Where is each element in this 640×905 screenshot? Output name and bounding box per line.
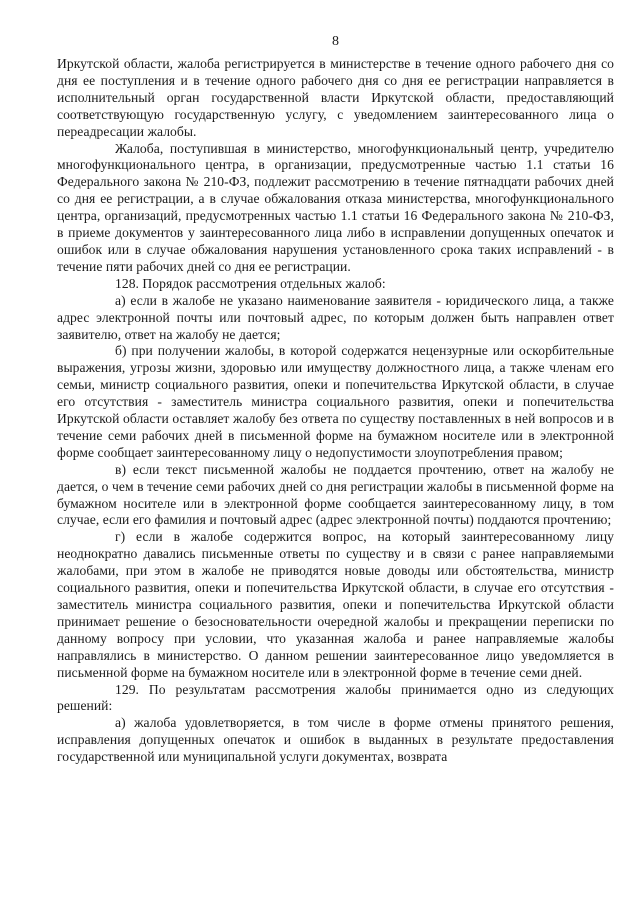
paragraph-128-v: в) если текст письменной жалобы не поддается прочтению, ответ на жалобу не дается, о чем в течение семи рабочих дней со дня регистрации жалобы в письменной форме на бумажном носителе или в электронной форме сообщается заинтересованному лицу, в том случае, если его фамилия и почтовый адрес (адрес электронной почты) поддаются прочтению;: [57, 461, 614, 528]
paragraph-128-heading: 128. Порядок рассмотрения отдельных жалоб:: [115, 275, 386, 291]
paragraph-128-a: а) если в жалобе не указано наименование заявителя - юридического лица, а также адрес электронной почты или почтовый адрес, по которым должен быть направлен ответ заявителю, ответ на жалобу не дается;: [57, 292, 614, 342]
paragraph-129-heading: 129. По результатам рассмотрения жалобы принимается одно из следующих решений:: [57, 681, 614, 714]
paragraph-complaint-review-term: Жалоба, поступившая в министерство, многофункциональный центр, учредителю многофункционального центра, в организации, предусмотренные частью 1.1 статьи 16 Федерального закона № 210-ФЗ, подлежит рассмотрению в течение пятнадцати рабочих дней со дня ее регистрации, а в случае обжалования отказа министерства, многофункционального центра, организаций, предусмотренных частью 1.1 статьи 16 Федерального закона № 210-ФЗ, в приеме документов у заинтересованного лица либо в исправлении допущенных опечаток и ошибок или в случае обжалования нарушения установленного срока таких исправлений - в течение пяти рабочих дней со дня ее регистрации.: [57, 140, 614, 274]
paragraph-continuation: Иркутской области, жалоба регистрируется в министерстве в течение одного рабочего дня со дня ее поступления и в течение одного рабочего дня со дня ее регистрации направляется в исполнительный орган государственной власти Иркутской области, предоставляющий соответствующую государственную услугу, с уведомлением заинтересованного лица о переадресации жалобы.: [57, 56, 614, 139]
paragraph-128-b: б) при получении жалобы, в которой содержатся нецензурные или оскорбительные выражения, угрозы жизни, здоровью или имуществу должностного лица, а также членам его семьи, министр социального развития, опеки и попечительства Иркутской области, в случае его отсутствия - заместитель министра социального развития, опеки и попечительства Иркутской области оставляет жалобу без ответа по существу поставленных в ней вопросов и в течение семи рабочих дней в письменной форме на бумажном носителе или в электронной форме сообщает заинтересованному лицу о недопустимости злоупотребления правом;: [57, 343, 614, 460]
paragraph-129-a: а) жалоба удовлетворяется, в том числе в форме отмены принятого решения, исправления допущенных опечаток и ошибок в выданных в результате предоставления государственной или муниципальной услуги документах, возврата: [57, 715, 614, 765]
page-number: 8: [332, 34, 339, 49]
paragraph-128-g: г) если в жалобе содержится вопрос, на который заинтересованному лицу неоднократно давались письменные ответы по существу и в связи с ранее направляемыми жалобами, при этом в жалобе не приводятся новые доводы или обстоятельства, министр социального развития, опеки и попечительства Иркутской области, в случае его отсутствия - заместитель министра социального развития, опеки и попечительства Иркутской области принимает решение о безосновательности очередной жалобы и прекращении переписки по данному вопросу при условии, что указанная жалоба и ранее направляемые жалобы направлялись в министерство. О данном решении заинтересованное лицо уведомляется в письменной форме на бумажном носителе или в электронной форме в течение семи дней.: [57, 529, 614, 680]
